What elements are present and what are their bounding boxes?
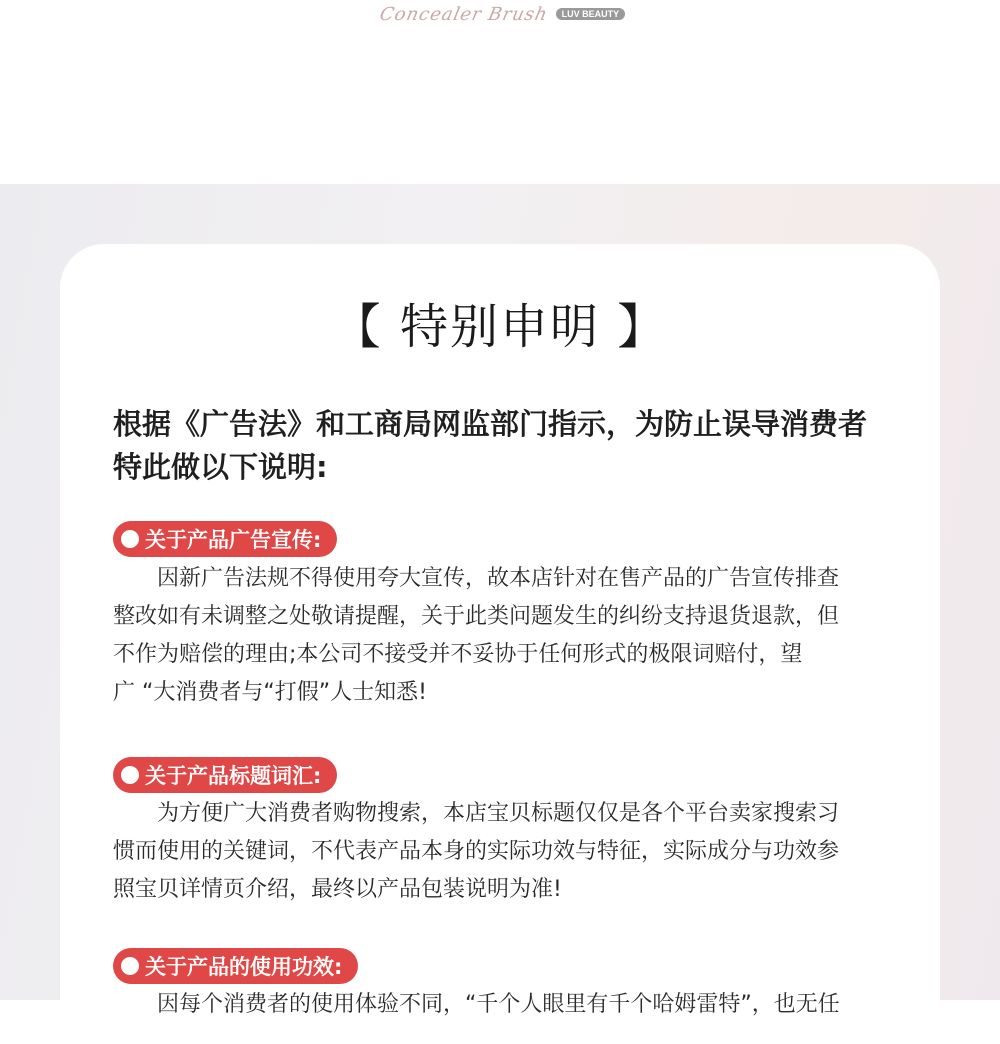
paragraph-line: 因新广告法规不得使用夸大宣传，故本店针对在售产品的广告宣传排查 xyxy=(113,566,840,591)
bullet-dot-icon xyxy=(121,957,139,975)
paragraph-line: 照宝贝详情页介绍，最终以产品包装说明为准! xyxy=(113,877,562,902)
intro-line: 根据《广告法》和工商局网监部门指示，为防止误导消费者 xyxy=(113,407,868,441)
section-badge-advertising xyxy=(113,521,337,557)
section-body-advertising xyxy=(113,560,903,712)
paragraph-line: 惯而使用的关键词，不代表产品本身的实际功效与特征，实际成分与功效参 xyxy=(113,839,840,864)
notice-heading: 【 特别申明 】 xyxy=(332,299,668,355)
intro-text xyxy=(113,403,913,489)
brand-row xyxy=(377,0,625,28)
section-body-title-keywords xyxy=(113,795,903,909)
paragraph-line: 整改如有未调整之处敬请提醒，关于此类问题发生的纠纷支持退货退款，但 xyxy=(113,604,840,629)
intro-line: 特此做以下说明: xyxy=(113,450,328,484)
paragraph-line: 为方便广大消费者购物搜索，本店宝贝标题仅仅是各个平台卖家搜索习 xyxy=(113,801,840,826)
section-title: 关于产品广告宣传: xyxy=(145,528,322,552)
section-badge-efficacy xyxy=(113,948,358,984)
paragraph-line: 不作为赔偿的理由;本公司不接受并不妥协于任何形式的极限词赔付，望 xyxy=(113,642,803,667)
paragraph-line: 广 “大消费者与“打假”人士知悉! xyxy=(113,680,428,705)
brand-script-logo: Concealer Brush xyxy=(377,3,550,25)
brand-badge: LUV BEAUTY xyxy=(556,8,626,20)
paragraph-line: 因每个消费者的使用体验不同，“千个人眼里有千个哈姆雷特”，也无任 xyxy=(113,992,840,1017)
section-badge-title-keywords xyxy=(113,757,337,793)
bullet-dot-icon xyxy=(121,530,139,548)
section-title: 关于产品标题词汇: xyxy=(145,764,322,788)
bullet-dot-icon xyxy=(121,766,139,784)
top-band xyxy=(0,0,1000,184)
section-title: 关于产品的使用功效: xyxy=(145,955,343,979)
section-body-efficacy xyxy=(113,986,903,1024)
